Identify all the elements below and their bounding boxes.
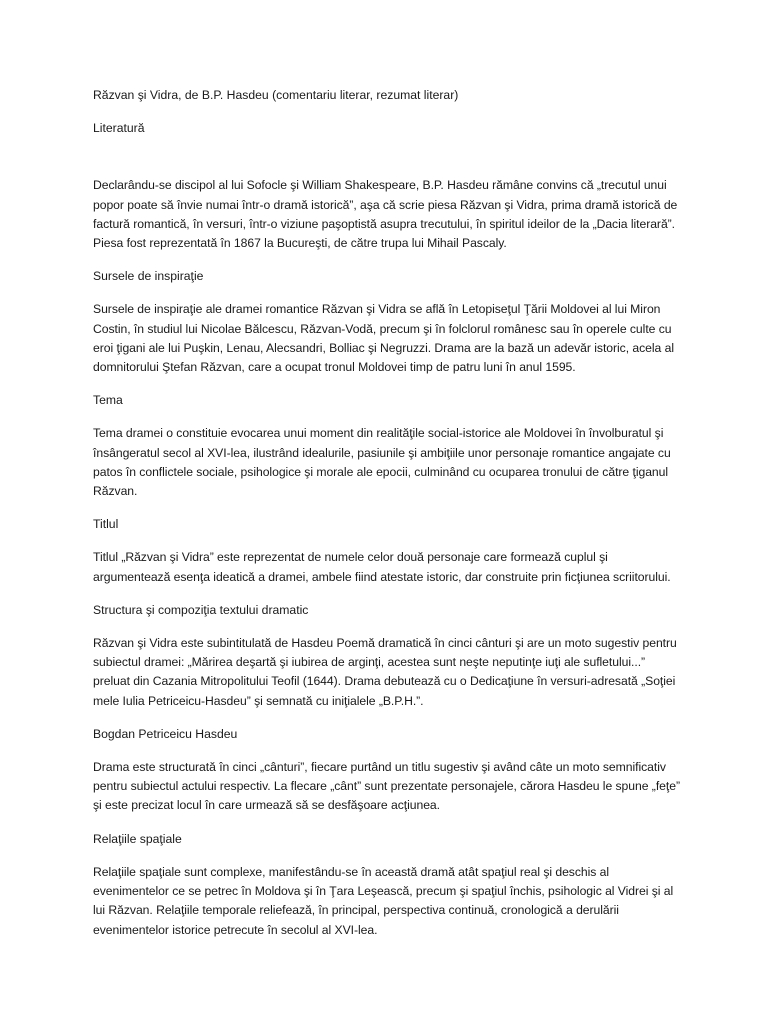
section-text-spatial: Relaţiile spaţiale sunt complexe, manifestându-se în această dramă atât spaţiul real şi deschis al evenimentelor ce se petrec în Moldova şi în Ţara Leşească, precum şi spaţiul închis, psihologic al Vidrei şi al lui Răzvan. Relaţiile temporale reliefează, în principal, perspectiva continuă, cronologică a derulării evenimentelor istorice petrecute în secolul al XVI-lea.	[93, 864, 674, 937]
section-text-author: Drama este structurată în cinci „cânturi”, fiecare purtând un titlu sugestiv şi având câte un moto semnificativ pentru subiectul actului respectiv. La flecare „cânt” sunt prezentate personajele, cărora Hasdeu le spune „feţe” şi este precizat locul în care urmează să se desfăşoare acţiunea.	[93, 760, 680, 813]
section-text-title: Titlul „Răzvan şi Vidra” este reprezentat de numele celor două personaje care formează cuplul şi argumentează esenţa ideatică a dramei, ambele fiind atestate istoric, dar construite prin ficţiunea scriitorului.	[93, 550, 671, 584]
section-text-sources: Sursele de inspiraţie ale dramei romantice Răzvan şi Vidra se află în Letopiseţul Ţării Moldovei al lui Miron Costin, în studiul lui Nicolae Bălcescu, Răzvan-Vodă, precum şi în folclorul românesc sau în operele culte cu eroi ţigani ale lui Puşkin, Lenau, Alecsandri, Bolliac şi Negruzzi. Drama are la bază un adevăr istoric, acela al domnitorului Ştefan Răzvan, care a ocupat tronul Moldovei timp de patru luni în anul 1595.	[93, 302, 675, 375]
spacer	[93, 152, 685, 176]
section-text-theme: Tema dramei o constituie evocarea unui moment din realităţile social-istorice ale Moldovei în învolburatul şi însângeratul secol al XVI-lea, ilustrând idealurile, pasiunile şi ambiţiile unor personaje romantice angajate cu patos în conflictele sociale, psihologice şi morale ale epocii, culminând cu ocuparea tronului de către ţiganul Răzvan.	[93, 426, 671, 499]
section-heading-spatial: Relaţiile spaţiale	[93, 831, 182, 846]
intro-paragraph: Declarându-se discipol al lui Sofocle şi William Shakespeare, B.P. Hasdeu rămâne convins că „trecutul unui popor poate să învie numai într-o dramă istorică”, aşa că scrie piesa Răzvan şi Vidra, prima dramă istorică de factură romantică, în versuri, într-o viziune paşoptistă asupra trecutului, în spiritul ideilor de la „Dacia literară”. Piesa fost reprezentată în 1867 la Bucureşti, de către trupa lui Mihail Pascaly.	[93, 178, 678, 251]
section-heading-title: Titlul	[93, 517, 119, 532]
section-heading-theme: Tema	[93, 393, 123, 408]
document-category: Literatură	[93, 121, 145, 136]
document-title: Răzvan şi Vidra, de B.P. Hasdeu (comentariu literar, rezumat literar)	[93, 88, 459, 102]
section-heading-author: Bogdan Petriceicu Hasdeu	[93, 726, 238, 741]
document-page	[93, 86, 685, 954]
section-heading-sources: Sursele de inspiraţie	[93, 269, 204, 284]
section-text-structure: Răzvan şi Vidra este subintitulată de Hasdeu Poemă dramatică în cinci cânturi şi are un moto sugestiv pentru subiectul dramei: „Mărirea deşartă şi iubirea de arginţi, acestea sunt neşte neputinţe iuţi ale sufletului...” preluat din Cazania Mitropolitului Teofil (1644). Drama debutează cu o Dedicaţiune în versuri-adresată „Soţiei mele Iulia Petriceicu-Hasdeu” şi semnată cu iniţialele „B.P.H.”.	[93, 636, 677, 708]
section-heading-structure: Structura şi compoziţia textului dramatic	[93, 602, 309, 617]
